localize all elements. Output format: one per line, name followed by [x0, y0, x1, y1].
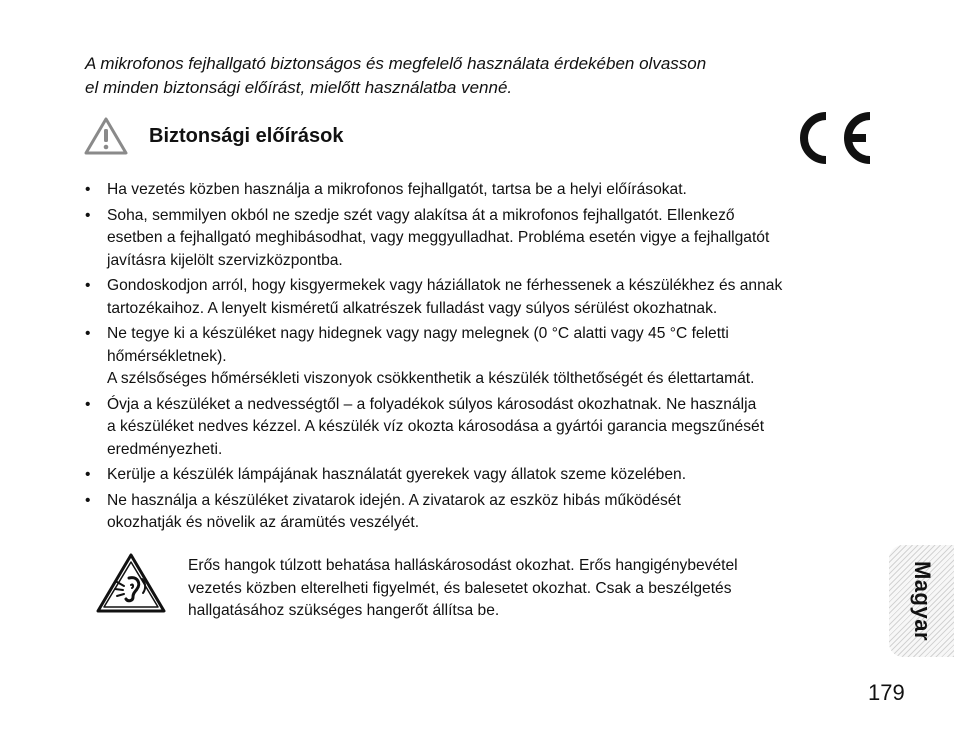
list-item	[85, 490, 875, 535]
bullet-icon: •	[85, 206, 91, 224]
rule-line: Kerülje a készülék lámpájának használatát gyerekek vagy állatok szeme közelében.	[107, 466, 687, 483]
bullet-icon: •	[85, 181, 91, 198]
rule-line: Ha vezetés közben használja a mikrofonos fejhallgatót, tartsa be a helyi előírásokat.	[107, 181, 687, 198]
hearing-damage-warning-icon	[95, 552, 167, 614]
ce-mark-icon	[788, 110, 874, 166]
bullet-icon: •	[85, 491, 91, 509]
rule-line: Gondoskodjon arról, hogy kisgyermekek vagy háziállatok ne férhessenek a készülékhez és annak	[107, 277, 783, 294]
language-label: Magyar	[909, 560, 935, 642]
section-title: Biztonsági előírások	[149, 125, 344, 147]
list-item	[85, 394, 875, 462]
safety-rules-list	[85, 179, 875, 538]
hearing-warning-line: vezetés közben elterelheti figyelmét, és balesetet okozhat. Csak a beszélgetés	[188, 579, 732, 597]
language-tab	[889, 545, 954, 657]
rule-line: a készüléket nedves kézzel. A készülék víz okozta károsodása a gyártói garancia megszűnését	[107, 418, 765, 435]
rule-line: esetben a fejhallgató meghibásodhat, vagy meggyulladhat. Probléma esetén vigye a fejhallgatót	[107, 229, 770, 246]
hearing-warning-line: hallgatásához szükséges hangerőt állítsa be.	[188, 602, 500, 619]
bullet-icon: •	[85, 277, 91, 294]
hearing-warning-line: Erős hangok túlzott behatása halláskárosodást okozhat. Erős hangigénybevétel	[188, 557, 738, 574]
warning-triangle-icon	[83, 116, 129, 156]
page-number: 179	[868, 680, 905, 705]
rule-line: javításra kijelölt szervizközpontba.	[107, 251, 343, 269]
bullet-icon: •	[85, 395, 91, 413]
intro-line: A mikrofonos fejhallgató biztonságos és megfelelő használata érdekében olvasson	[85, 54, 707, 73]
rule-line: Óvja a készüléket a nedvességtől – a folyadékok súlyos károsodást okozhatnak. Ne használja	[107, 395, 757, 413]
hearing-warning-text	[188, 555, 858, 623]
rule-line: eredményezheti.	[107, 440, 223, 458]
intro-paragraph	[85, 52, 845, 100]
list-item	[85, 275, 875, 320]
list-item	[85, 323, 875, 391]
list-item	[85, 464, 875, 487]
rule-line: Soha, semmilyen okból ne szedje szét vagy alakítsa át a mikrofonos fejhallgatót. Ellenkező	[107, 206, 735, 224]
rule-line: A szélsőséges hőmérsékleti viszonyok csökkenthetik a készülék tölthetőségét és élettartamát.	[107, 370, 755, 387]
rule-line: Ne tegye ki a készüléket nagy hidegnek vagy nagy melegnek (0 °C alatti vagy 45 °C feletti	[107, 325, 729, 342]
rule-line: tartozékaihoz. A lenyelt kisméretű alkatrészek fulladást vagy súlyos sérülést okozhatnak.	[107, 299, 718, 317]
list-item	[85, 179, 875, 202]
rule-line: hőmérsékletnek).	[107, 347, 227, 365]
intro-line: el minden biztonsági előírást, mielőtt használatba venné.	[85, 78, 513, 97]
bullet-icon: •	[85, 466, 91, 483]
rule-line: Ne használja a készüléket zivatarok idején. A zivatarok az eszköz hibás működését	[107, 491, 681, 509]
bullet-icon: •	[85, 325, 91, 342]
list-item	[85, 205, 875, 273]
rule-line: okozhatják és növelik az áramütés veszélyét.	[107, 514, 420, 531]
